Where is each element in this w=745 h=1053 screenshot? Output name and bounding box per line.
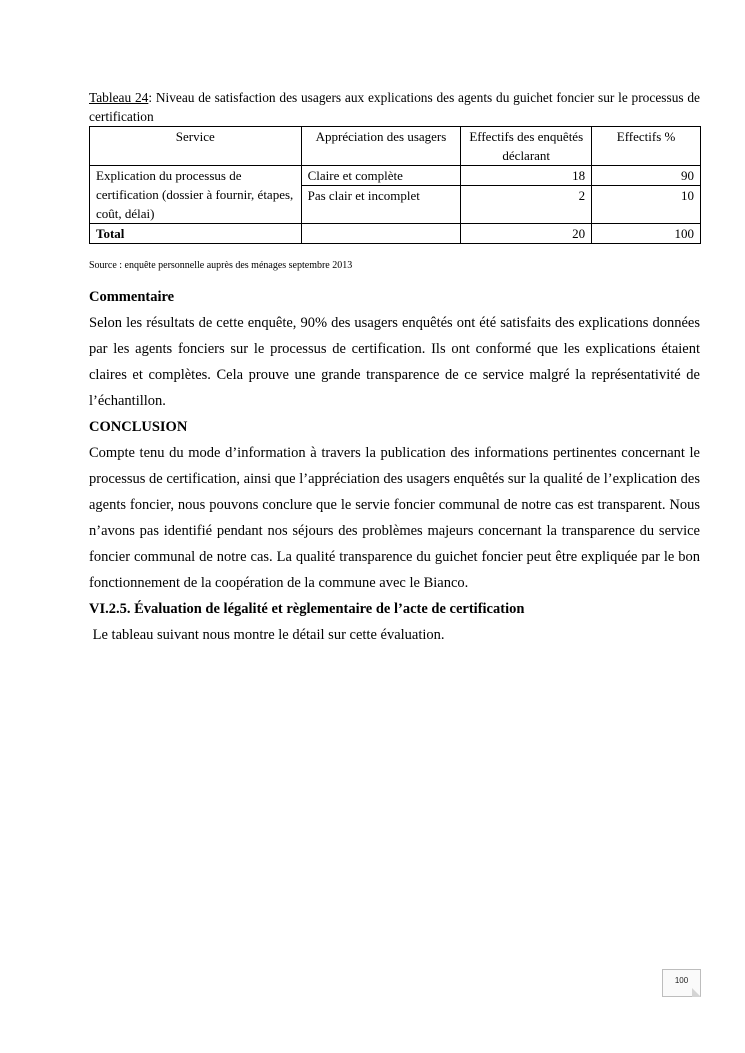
page-fold-icon: [692, 988, 701, 997]
table-reference: Tableau 24: [89, 90, 149, 105]
commentaire-heading: Commentaire: [89, 289, 175, 305]
header-effectifs-pct: Effectifs %: [592, 127, 701, 166]
conclusion-text: Compte tenu du mode d’information à travers la publication des informations pertinentes concernant le processus de certification, ainsi que l’appréciation des usagers enquêtés sur la qualité de l’explication des agents foncier, nous pouvons conclure que le servie foncier communal de notre cas est transparent. Nous n’avons pas identifié pendant nos séjours des problèmes majeurs concernant la transparence du service foncier communal de notre cas. La qualité transparence du guichet foncier peut être expliquée par le bon fonctionnement de la coopération de la commune avec le Bianco.: [89, 445, 700, 591]
pct-cell: 90: [592, 166, 701, 186]
table-caption: [89, 88, 700, 126]
page-number-text: 100: [674, 976, 689, 985]
service-cell: Explication du processus de certification (dossier à fournir, étapes, coût, délai): [90, 166, 302, 224]
commentaire-text: Selon les résultats de cette enquête, 90% des usagers enquêtés ont été satisfaits des explications données par les agents fonciers sur le processus de certification. Ils ont conformé que les explications étaient claires et complètes. Cela prouve une grande transparence de ce service malgré la représentativité de l’échantillon.: [89, 315, 700, 409]
appreciation-cell: Claire et complète: [301, 166, 461, 186]
header-appreciation: Appréciation des usagers: [301, 127, 461, 166]
header-service: Service: [90, 127, 302, 166]
table-row: [90, 166, 701, 186]
total-label: Total: [90, 224, 302, 244]
total-pct: 100: [592, 224, 701, 244]
total-effectif: 20: [461, 224, 592, 244]
header-effectifs: Effectifs des enquêtés déclarant: [461, 127, 592, 166]
table-header-row: [90, 127, 701, 166]
effectif-cell: 2: [461, 186, 592, 224]
appreciation-cell: Pas clair et incomplet: [301, 186, 461, 224]
page-content: [89, 88, 700, 648]
page-number: [662, 969, 701, 997]
table-caption-text: : Niveau de satisfaction des usagers aux explications des agents du guichet foncier sur le processus de certification: [89, 90, 700, 124]
section-intro: Le tableau suivant nous montre le détail sur cette évaluation.: [89, 627, 445, 643]
table-total-row: [90, 224, 701, 244]
satisfaction-table: [89, 126, 701, 244]
section-heading: VI.2.5. Évaluation de légalité et règlementaire de l’acte de certification: [89, 601, 525, 617]
conclusion-heading: CONCLUSION: [89, 419, 188, 435]
effectif-cell: 18: [461, 166, 592, 186]
total-appreciation: [301, 224, 461, 244]
pct-cell: 10: [592, 186, 701, 224]
table-source: Source : enquête personnelle auprès des ménages septembre 2013: [89, 260, 353, 271]
